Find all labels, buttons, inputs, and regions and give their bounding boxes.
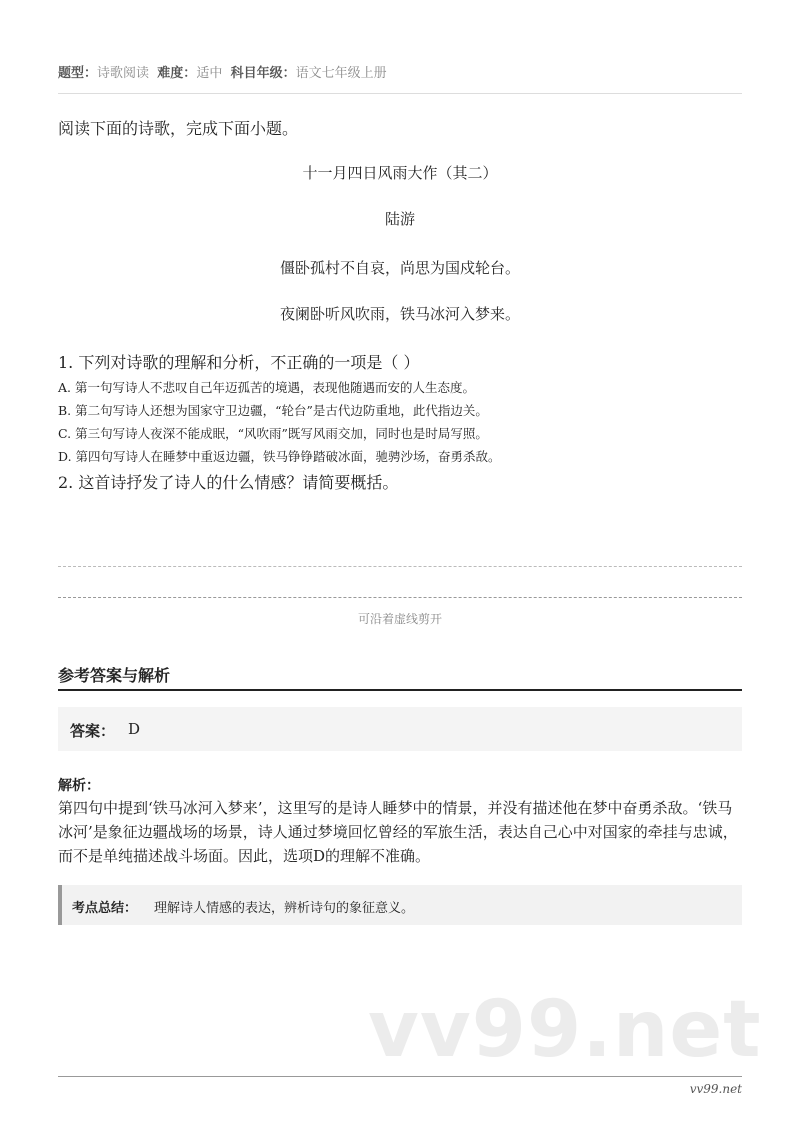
instruction: 阅读下面的诗歌，完成下面小题。 — [58, 119, 299, 138]
divider — [58, 93, 742, 94]
cut-hint: 可沿着虚线剪开 — [357, 612, 442, 626]
question-meta — [58, 62, 387, 81]
answer-value: D — [128, 720, 141, 738]
grade-value: 语文七年级上册 — [295, 66, 387, 81]
answer-line — [58, 566, 742, 567]
footer-divider — [58, 1076, 742, 1077]
poem-title: 十一月四日风雨大作（其二） — [302, 164, 498, 182]
cut-line — [58, 597, 742, 598]
poem-author: 陆游 — [384, 210, 415, 228]
section-title: 参考答案与解析 — [58, 666, 171, 685]
analysis-label: 解析： — [58, 778, 100, 794]
poem-line: 僵卧孤村不自哀，尚思为国戍轮台。 — [279, 259, 520, 277]
question-1: 1. 下列对诗歌的理解和分析，不正确的一项是（ ） — [58, 353, 420, 372]
summary-box — [58, 885, 742, 925]
option-b: B. 第二句写诗人还想为国家守卫边疆，“轮台”是古代边防重地，此代指边关。 — [58, 403, 488, 418]
option-c: C. 第三句写诗人夜深不能成眠，“风吹雨”既写风雨交加，同时也是时局写照。 — [58, 426, 488, 441]
summary-label: 考点总结： — [72, 901, 138, 916]
analysis-text: 第四句中提到‘铁马冰河入梦来’，这里写的是诗人睡梦中的情景，并没有描述他在梦中奋勇杀敌。‘铁马冰河’是象征边疆战场的场景，诗人通过梦境回忆曾经的军旅生活，表达自己心中对国家的牵挂与忠诚，而不是单纯描述战斗场面。因此，选项D的理解不准确。 — [58, 799, 738, 865]
summary-text: 理解诗人情感的表达，辨析诗句的象征意义。 — [154, 901, 415, 916]
question-2: 2. 这首诗抒发了诗人的什么情感？请简要概括。 — [58, 473, 399, 492]
poem-line: 夜阑卧听风吹雨，铁马冰河入梦来。 — [279, 305, 520, 323]
section-divider — [58, 689, 742, 691]
option-a: A. 第一句写诗人不悲叹自己年迈孤苦的境遇，表现他随遇而安的人生态度。 — [58, 380, 475, 395]
option-d: D. 第四句写诗人在睡梦中重返边疆，铁马铮铮踏破冰面，驰骋沙场，奋勇杀敌。 — [58, 449, 501, 464]
difficulty-value: 适中 — [196, 66, 223, 81]
answer-box — [58, 707, 742, 751]
difficulty-label: 难度： — [157, 66, 197, 81]
watermark: vv99.net — [368, 985, 762, 1075]
footer-site: vv99.net — [689, 1082, 742, 1096]
type-label: 题型： — [58, 66, 98, 81]
type-value: 诗歌阅读 — [97, 66, 150, 81]
grade-label: 科目年级： — [230, 66, 296, 81]
answer-label: 答案： — [70, 722, 116, 740]
